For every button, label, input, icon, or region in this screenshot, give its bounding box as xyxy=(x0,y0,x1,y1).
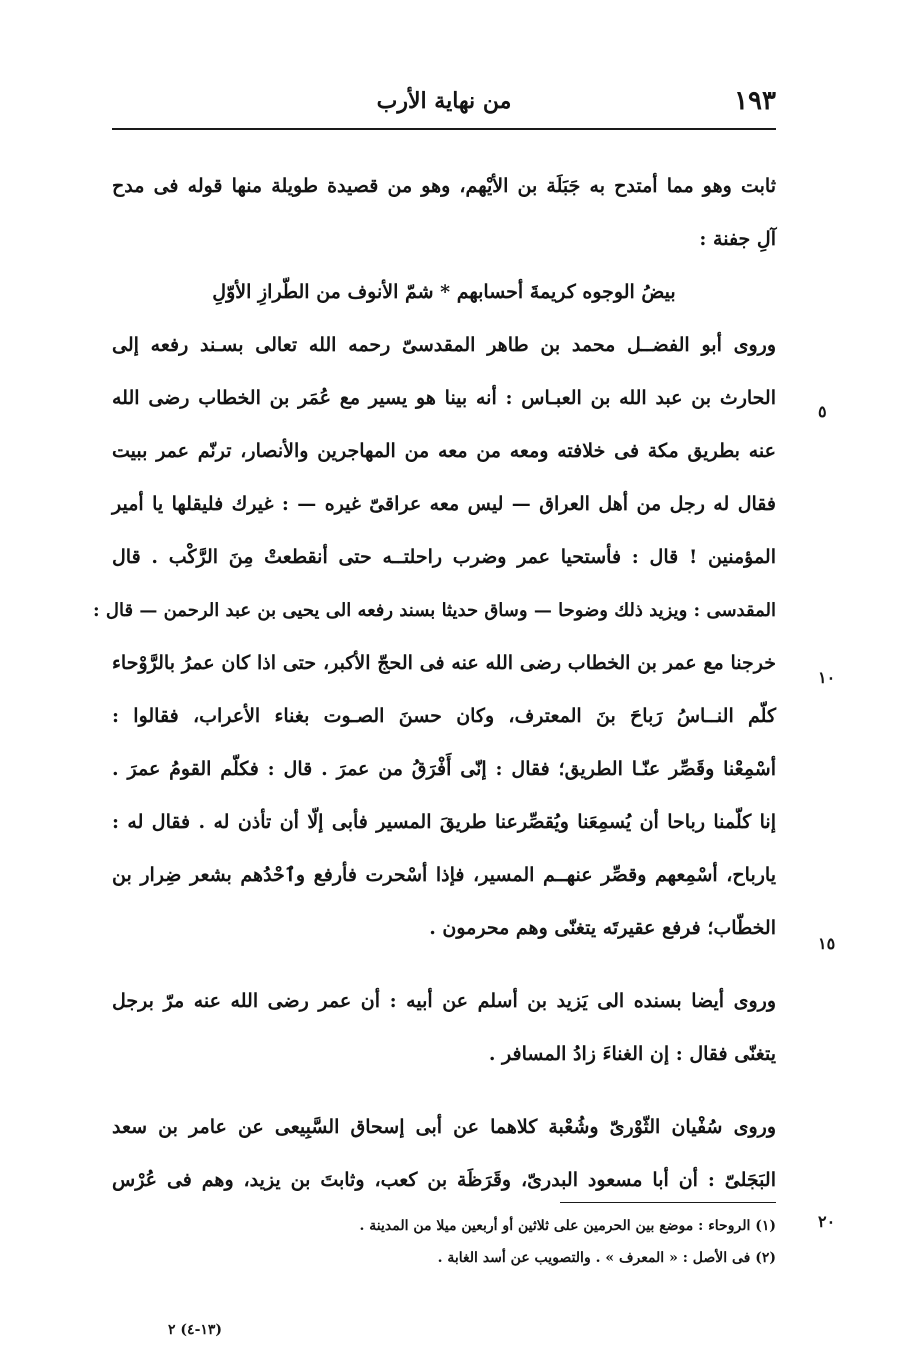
text-line: المؤمنين ! قال : فأستحيا عمر وضرب راحلتــه حتى أنقطعتْ مِنَ الرَّكْب . قال xyxy=(112,546,776,568)
text-line: عنه بطريق مكة فى خلافته ومعه من معه من المهاجرين والأنصار، ترنّم عمر ببيت xyxy=(112,440,776,462)
text-line: ثابت وهو مما أمتدح به جَبَلَة بن الأيْهم، وهو من قصيدة طويلة منها قوله فى مدح xyxy=(112,175,776,197)
paragraph-gap xyxy=(112,1081,776,1101)
text-line: البَجَلىّ : أن أبا مسعود البدرىّ، وقَرَظَة بن كعب، وثابتَ بن يزيد، وهم فى عُرْس xyxy=(112,1169,776,1191)
verse-line: بيضُ الوجوه كريمةَ أحسابهم * شمّ الأنوف من الطّرازِ الأوّلِ xyxy=(212,281,676,303)
printer-signature: (١٣-٤) ٢ xyxy=(168,1322,223,1338)
text-line: إنا كلّمنا رباحا أن يُسمِعَنا ويُقصِّرعنا طريقَ المسير فأبى إلّا أن تأذن له . فقال له : xyxy=(112,811,776,833)
text-line: يتغنّى فقال : إن الغناءَ زادُ المسافر . xyxy=(488,1043,776,1065)
footnote-rule xyxy=(560,1202,776,1203)
text-line: يارباح، أسْمِعهم وقصِّر عنهــم المسير، فإذا أسْحرت فأرفع وٱحْدُهم بشعر ضِرار بن xyxy=(112,864,776,886)
text-line: كلّم النــاسُ رَباحَ بنَ المعترف، وكان حسنَ الصـوت بغناء الأعراب، فقالوا : xyxy=(112,705,776,727)
text-line: آلِ جفنة : xyxy=(699,228,776,250)
running-title: من نهاية الأرب xyxy=(376,88,512,114)
footnote: (١) الروحاء : موضع بين الحرمين على ثلاثين أو أربعين ميلا من المدينة . xyxy=(359,1218,776,1234)
text-line: المقدسى : ويزيد ذلك وضوحا — وساق حديثا بسند رفعه الى يحيى بن عبد الرحمن — قال : xyxy=(92,600,776,621)
text-line: الخطّاب؛ فرفع عقيرتَه يتغنّى وهم محرمون . xyxy=(429,917,776,939)
line-number: ٢٠ xyxy=(818,1212,836,1231)
page-number: ١٩٣ xyxy=(734,86,776,116)
text-line: الحارث بن عبد الله بن العبـاس : أنه بينا هو يسير مع عُمَر بن الخطاب رضى الله xyxy=(112,387,776,409)
footnote: (٢) فى الأصل : « المعرف » . والتصويب عن أسد الغابة . xyxy=(437,1250,776,1266)
body-text xyxy=(92,160,776,1207)
text-line: وروى أيضا بسنده الى يَزيد بن أسلم عن أبيه : أن عمر رضى الله عنه مرّ برجل xyxy=(112,990,776,1012)
text-line: أسْمِعْنا وقَصِّر عنّـا الطريق؛ فقال : إنّى أَفْرَقُ من عمرَ . قال : فكلّم القومُ عمرَ . xyxy=(112,758,776,780)
line-number: ١٠ xyxy=(818,668,836,687)
text-line: خرجنا مع عمر بن الخطاب رضى الله عنه فى الحجّ الأكبر، حتى اذا كان عمرُ بالرَّوْحاء xyxy=(112,652,776,674)
line-number: ٥ xyxy=(818,402,827,421)
text-line: فقال له رجل من أهل العراق — ليس معه عراقىّ غيره — : غيرك فليقلها يا أمير xyxy=(112,493,776,515)
line-number: ١٥ xyxy=(818,934,836,953)
text-line: وروى أبو الفضــل محمد بن طاهر المقدسىّ رحمه الله تعالى بسـند رفعه إلى xyxy=(112,334,776,356)
paragraph-gap xyxy=(112,955,776,975)
footnotes xyxy=(112,1210,776,1274)
page-header xyxy=(112,84,776,124)
text-line: وروى سُفْيان الثّوْرىّ وشُعْبة كلاهما عن أبى إسحاق السَّبِيعى عن عامر بن سعد xyxy=(112,1116,776,1138)
header-rule xyxy=(112,128,776,130)
